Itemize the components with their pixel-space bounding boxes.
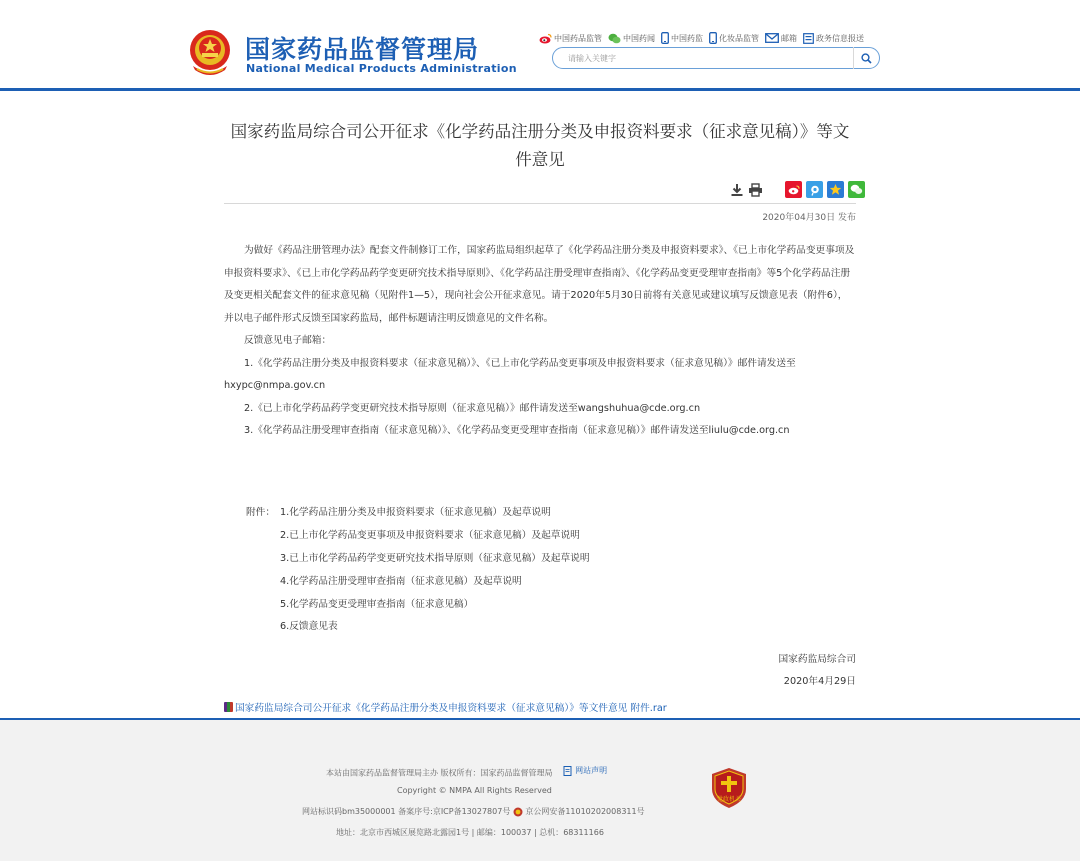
link-report-label: 政务信息报送 (816, 33, 864, 43)
document-icon (563, 766, 573, 776)
link-mail[interactable] (765, 33, 797, 44)
title-divider (224, 203, 856, 204)
footer-police-record[interactable]: 京公网安备11010202008311号 (525, 807, 645, 816)
report-icon (803, 33, 814, 44)
search-box (552, 47, 880, 69)
mobile-icon (661, 32, 669, 44)
weibo-icon (788, 185, 800, 195)
footer-host-line (326, 765, 1080, 779)
share-wechat-button[interactable] (848, 181, 865, 198)
link-mail-label: 邮箱 (781, 33, 797, 43)
share-tqq-button[interactable] (806, 181, 823, 198)
attachment-item: 3.已上市化学药品药学变更研究技术指导原则（征求意见稿）及起草说明 (280, 553, 590, 564)
link-wechat-label: 中国药闻 (623, 33, 655, 43)
paragraph-email-2: 2.《已上市化学药品药学变更研究技术指导原则（征求意见稿）》邮件请发送至wangshuhua@cde.org.cn (244, 402, 701, 414)
attachments-label: 附件： (246, 507, 276, 518)
tqq-icon (809, 184, 821, 196)
link-app-yaojian[interactable] (661, 32, 703, 44)
attachment-item: 2.已上市化学药品变更事项及申报资料要求（征求意见稿）及起草说明 (280, 530, 580, 541)
national-emblem-icon[interactable] (187, 26, 233, 76)
share-favorite-button[interactable] (827, 181, 844, 198)
paragraph-email-3: 3.《化学药品注册受理审查指南（征求意见稿）》、《化学药品变更受理审查指南（征求意见稿）》邮件请发送至liulu@cde.org.cn (244, 425, 790, 436)
mail-icon (765, 33, 779, 43)
site-name-en[interactable]: National Medical Products Administration (246, 62, 517, 75)
rar-file-icon (224, 702, 233, 712)
link-app-cosmetics-label: 化妆品监管 (719, 33, 759, 43)
link-app-yaojian-label: 中国药监 (671, 33, 703, 43)
paragraph-email-1: 1.《化学药品注册分类及申报资料要求（征求意见稿）》、《已上市化学药品变更事项及申报资料要求（征求意见稿）》邮件请发送至hxypc@nmpa.gov.cn (224, 357, 796, 391)
site-header (0, 0, 1080, 91)
link-weibo-label: 中国药品监管 (554, 33, 602, 43)
attachment-download-label: 国家药监局综合司公开征求《化学药品注册分类及申报资料要求（征求意见稿）》等文件意见 附件.rar (235, 703, 667, 714)
party-gov-badge-icon[interactable] (710, 767, 748, 809)
attachment-item: 5.化学药品变更受理审查指南（征求意见稿） (280, 599, 474, 610)
link-wechat[interactable] (608, 33, 655, 44)
site-footer (0, 718, 1080, 861)
search-button[interactable] (853, 47, 879, 69)
share-weibo-button[interactable] (785, 181, 802, 198)
download-icon[interactable] (730, 183, 744, 197)
police-badge-icon (513, 807, 523, 817)
search-input[interactable] (568, 51, 848, 66)
attachment-item: 6.反馈意见表 (280, 621, 338, 632)
wechat-icon (850, 184, 863, 195)
attachment-item: 4.化学药品注册受理审查指南（征求意见稿）及起草说明 (280, 576, 522, 587)
badge-text: 党政机关 (716, 796, 742, 803)
publish-date: 2020年04月30日 发布 (762, 213, 856, 223)
wechat-icon (608, 33, 621, 44)
article-tools (730, 181, 865, 198)
star-icon (829, 183, 842, 196)
link-report[interactable] (803, 33, 864, 44)
article-title: 国家药监局综合司公开征求《化学药品注册分类及申报资料要求（征求意见稿）》等文件意见 (230, 122, 850, 169)
link-app-cosmetics[interactable] (709, 32, 759, 44)
paragraph-intro: 为做好《药品注册管理办法》配套文件制修订工作，国家药监局组织起草了《化学药品注册分类及申报资料要求》、《已上市化学药品变更事项及申报资料要求》、《已上市化学药品药学变更研究技术指导原则》、《化学药品注册受理审查指南》、《化学药品变更受理审查指南》等5个化学药品注册及变更相关配套文件的征求意见稿（见附件1—5），现向社会公开征求意见。请于2020年5月30日前将有关意见或建议填写反馈意见表（附件6），并以电子邮件形式反馈至国家药监局，邮件标题请注明反馈意见的文件名称。 (224, 245, 855, 324)
signature-org: 国家药监局综合司 (778, 654, 856, 665)
footer-statement-link[interactable] (563, 765, 607, 776)
footer-address: 地址：北京市西城区展览路北露园1号 | 邮编：100037 | 总机：68311166 (336, 828, 604, 837)
link-weibo[interactable] (539, 33, 602, 44)
paragraph-email-heading: 反馈意见电子邮箱： (244, 335, 332, 346)
footer-statement-label: 网站声明 (575, 766, 608, 775)
footer-registration-line (302, 806, 1080, 817)
signature-date: 2020年4月29日 (783, 676, 856, 687)
search-icon (861, 53, 872, 64)
top-links (539, 30, 864, 46)
footer-copyright: Copyright © NMPA All Rights Reserved (397, 786, 552, 795)
footer-host-text: 本站由国家药品监督管理局主办 版权所有：国家药品监督管理局 (326, 768, 553, 778)
attachment-item: 1.化学药品注册分类及申报资料要求（征求意见稿）及起草说明 (280, 507, 551, 518)
print-icon[interactable] (748, 183, 763, 197)
weibo-icon (539, 33, 552, 44)
footer-registration-text[interactable]: 网站标识码bm35000001 备案序号:京ICP备13027807号 (302, 807, 511, 816)
attachment-download-link[interactable] (224, 700, 667, 714)
mobile-icon (709, 32, 717, 44)
article-body (224, 240, 856, 443)
site-name-cn[interactable]: 国家药品监督管理局 (245, 35, 480, 64)
